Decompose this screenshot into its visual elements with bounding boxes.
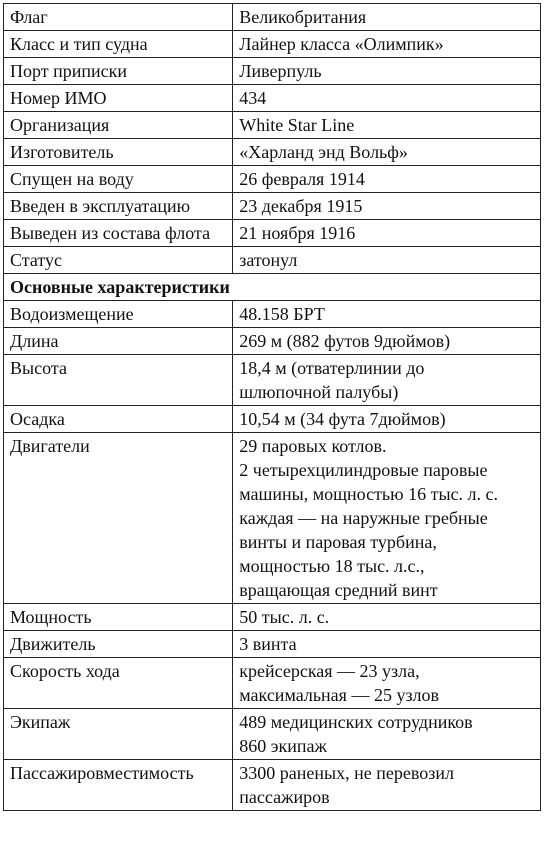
row-value: [233, 760, 541, 811]
row-value: [233, 406, 541, 433]
row-label: Спущен на воду: [4, 166, 233, 193]
row-label: Выведен из состава флота: [4, 220, 233, 247]
table-row: [4, 604, 541, 631]
table-row: [4, 247, 541, 274]
row-label: Введен в эксплуатацию: [4, 193, 233, 220]
table-row: [4, 112, 541, 139]
table-row: [4, 355, 541, 406]
value-line: White Star Line: [239, 115, 355, 135]
row-label: Изготовитель: [4, 139, 233, 166]
row-label: Статус: [4, 247, 233, 274]
value-line: 269 м (882 футов 9дюймов): [239, 331, 451, 351]
row-value: [233, 328, 541, 355]
row-value: [233, 85, 541, 112]
table-row: [4, 301, 541, 328]
row-value: [233, 193, 541, 220]
row-value: [233, 31, 541, 58]
value-line: 489 медицинских сотрудников: [239, 712, 473, 732]
table-row: [4, 328, 541, 355]
row-label: Организация: [4, 112, 233, 139]
value-line: каждая — на наружные гребные: [239, 508, 488, 528]
row-label: Пассажировместимость: [4, 760, 233, 811]
row-label: Движитель: [4, 631, 233, 658]
value-line: 434: [239, 88, 267, 108]
row-value: [233, 247, 541, 274]
table-row: [4, 85, 541, 112]
value-line: машины, мощностью 16 тыс. л. с.: [239, 484, 499, 504]
value-line: Ливерпуль: [239, 61, 322, 81]
table-row: [4, 193, 541, 220]
value-line: «Харланд энд Вольф»: [239, 142, 408, 162]
value-line: 26 февраля 1914: [239, 169, 365, 189]
value-line: 23 декабря 1915: [239, 196, 363, 216]
row-label: Осадка: [4, 406, 233, 433]
table-row: [4, 31, 541, 58]
table-row: [4, 58, 541, 85]
value-line: 21 ноября 1916: [239, 223, 356, 243]
table-body: [4, 4, 541, 811]
row-label: Номер ИМО: [4, 85, 233, 112]
row-value: [233, 658, 541, 709]
section-title: Основные характеристики: [4, 274, 541, 301]
table-row: [4, 139, 541, 166]
value-line: мощностью 18 тыс. л.с.,: [239, 556, 425, 576]
row-value: [233, 220, 541, 247]
row-label: Длина: [4, 328, 233, 355]
value-line: 10,54 м (34 фута 7дюймов): [239, 409, 446, 429]
value-line: 860 экипаж: [239, 736, 327, 756]
row-value: [233, 4, 541, 31]
row-label: Экипаж: [4, 709, 233, 760]
table-row: [4, 406, 541, 433]
row-value: [233, 631, 541, 658]
row-label: Мощность: [4, 604, 233, 631]
value-line: Великобритания: [239, 7, 367, 27]
row-value: [233, 166, 541, 193]
value-line: вращающая средний винт: [239, 580, 438, 600]
table-row: [4, 220, 541, 247]
row-value: [233, 139, 541, 166]
row-value: [233, 58, 541, 85]
row-label: Высота: [4, 355, 233, 406]
row-value: [233, 604, 541, 631]
value-line: 2 четырехцилиндровые паровые: [239, 460, 488, 480]
row-label: Водоизмещение: [4, 301, 233, 328]
value-line: максимальная — 25 узлов: [239, 685, 440, 705]
row-label: Двигатели: [4, 433, 233, 604]
value-line: крейсерская — 23 узла,: [239, 661, 420, 681]
row-label: Класс и тип судна: [4, 31, 233, 58]
ship-specifications-table: [3, 3, 541, 811]
row-value: [233, 709, 541, 760]
table-row: [4, 166, 541, 193]
value-line: 3 винта: [239, 634, 297, 654]
table-row: [4, 433, 541, 604]
row-value: [233, 301, 541, 328]
table-row: [4, 658, 541, 709]
row-value: [233, 433, 541, 604]
row-value: [233, 112, 541, 139]
row-label: Флаг: [4, 4, 233, 31]
section-header-row: [4, 274, 541, 301]
value-line: шлюпочной палубы): [239, 382, 399, 402]
value-line: Лайнер класса «Олимпик»: [239, 34, 444, 54]
value-line: 50 тыс. л. с.: [239, 607, 330, 627]
table-row: [4, 760, 541, 811]
row-label: Порт приписки: [4, 58, 233, 85]
value-line: 3300 раненых, не перевозил: [239, 763, 454, 783]
table-row: [4, 709, 541, 760]
table-row: [4, 4, 541, 31]
value-line: пассажиров: [239, 787, 330, 807]
value-line: винты и паровая турбина,: [239, 532, 437, 552]
row-label: Скорость хода: [4, 658, 233, 709]
table-row: [4, 631, 541, 658]
value-line: 18,4 м (отватерлинии до: [239, 358, 425, 378]
value-line: 29 паровых котлов.: [239, 436, 387, 456]
value-line: затонул: [239, 250, 298, 270]
value-line: 48.158 БРТ: [239, 304, 325, 324]
row-value: [233, 355, 541, 406]
